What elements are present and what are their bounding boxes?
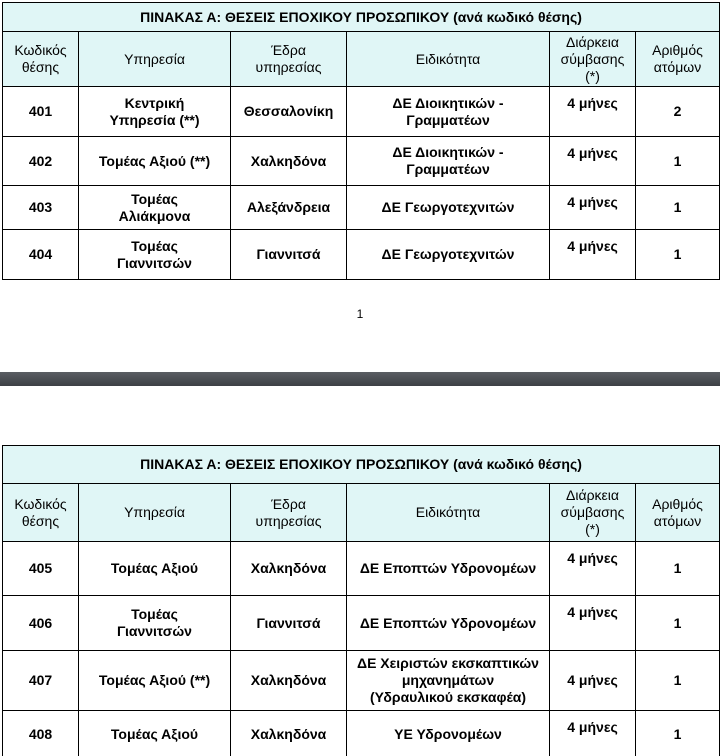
table-row [3,137,720,186]
cell-duration: 4 μήνες [550,542,636,596]
cell-service: Τομέας Γιαννιτσών [79,230,231,280]
cell-service: Τομέας Αλιάκμονα [79,186,231,230]
header-code: Κωδικός θέσης [3,484,79,542]
table-row [3,542,720,596]
header-persons: Αριθμός ατόμων [636,32,720,87]
positions-table-2 [2,445,720,756]
cell-seat: Γιαννιτσά [231,596,347,651]
cell-service: Τομέας Αξιού [79,542,231,596]
header-duration: Διάρκεια σύμβασης (*) [550,484,636,542]
cell-persons: 1 [636,596,720,651]
cell-duration: 4 μήνες [550,137,636,186]
table-header-row [3,484,720,542]
positions-table-1 [2,2,720,280]
document-page-1 [0,0,720,362]
header-specialty: Ειδικότητα [347,32,550,87]
header-seat: Έδρα υπηρεσίας [231,484,347,542]
cell-specialty: ΔΕ Διοικητικών - Γραμματέων [347,137,550,186]
table-row [3,186,720,230]
cell-code: 408 [3,711,79,756]
header-seat: Έδρα υπηρεσίας [231,32,347,87]
cell-persons: 1 [636,137,720,186]
cell-persons: 1 [636,711,720,756]
cell-service: Τομέας Αξιού [79,711,231,756]
cell-service: Τομέας Γιαννιτσών [79,596,231,651]
page-separator [0,362,720,388]
document-page-2 [0,388,720,756]
cell-code: 402 [3,137,79,186]
table-row [3,711,720,756]
cell-code: 404 [3,230,79,280]
cell-service: Κεντρική Υπηρεσία (**) [79,87,231,137]
cell-persons: 2 [636,87,720,137]
cell-seat: Χαλκηδόνα [231,711,347,756]
cell-duration: 4 μήνες [550,596,636,651]
cell-code: 401 [3,87,79,137]
cell-persons: 1 [636,230,720,280]
table-title: ΠΙΝΑΚΑΣ Α: ΘΕΣΕΙΣ ΕΠΟΧΙΚΟΥ ΠΡΟΣΩΠΙΚΟΥ (ανά κωδικό θέσης) [3,446,720,484]
cell-specialty: ΥΕ Υδρονομέων [347,711,550,756]
table-title-row [3,3,720,32]
cell-seat: Γιαννιτσά [231,230,347,280]
cell-duration: 4 μήνες [550,186,636,230]
header-service: Υπηρεσία [79,484,231,542]
cell-persons: 1 [636,186,720,230]
header-specialty: Ειδικότητα [347,484,550,542]
cell-duration: 4 μήνες [550,651,636,711]
cell-specialty: ΔΕ Διοικητικών - Γραμματέων [347,87,550,137]
cell-seat: Χαλκηδόνα [231,542,347,596]
cell-specialty: ΔΕ Γεωργοτεχνιτών [347,186,550,230]
cell-seat: Θεσσαλονίκη [231,87,347,137]
cell-seat: Χαλκηδόνα [231,137,347,186]
table-title: ΠΙΝΑΚΑΣ Α: ΘΕΣΕΙΣ ΕΠΟΧΙΚΟΥ ΠΡΟΣΩΠΙΚΟΥ (ανά κωδικό θέσης) [3,3,720,32]
page-number: 1 [356,307,364,321]
cell-duration: 4 μήνες [550,711,636,756]
cell-specialty: ΔΕ Γεωργοτεχνιτών [347,230,550,280]
cell-persons: 1 [636,651,720,711]
table-title-row [3,446,720,484]
cell-code: 403 [3,186,79,230]
cell-duration: 4 μήνες [550,230,636,280]
header-code: Κωδικός θέσης [3,32,79,87]
table-row [3,230,720,280]
cell-specialty: ΔΕ Χειριστών εκσκαπτικών μηχανημάτων (Υδραυλικού εκσκαφέα) [347,651,550,711]
cell-seat: Αλεξάνδρεια [231,186,347,230]
cell-seat: Χαλκηδόνα [231,651,347,711]
header-duration: Διάρκεια σύμβασης (*) [550,32,636,87]
cell-specialty: ΔΕ Εποπτών Υδρονομέων [347,596,550,651]
cell-persons: 1 [636,542,720,596]
table-row [3,596,720,651]
table-row [3,651,720,711]
cell-specialty: ΔΕ Εποπτών Υδρονομέων [347,542,550,596]
cell-code: 405 [3,542,79,596]
cell-code: 407 [3,651,79,711]
cell-service: Τομέας Αξιού (**) [79,137,231,186]
table-row [3,87,720,137]
page-separator-bar [0,372,720,386]
cell-code: 406 [3,596,79,651]
cell-duration: 4 μήνες [550,87,636,137]
table-header-row [3,32,720,87]
cell-service: Τομέας Αξιού (**) [79,651,231,711]
header-persons: Αριθμός ατόμων [636,484,720,542]
header-service: Υπηρεσία [79,32,231,87]
